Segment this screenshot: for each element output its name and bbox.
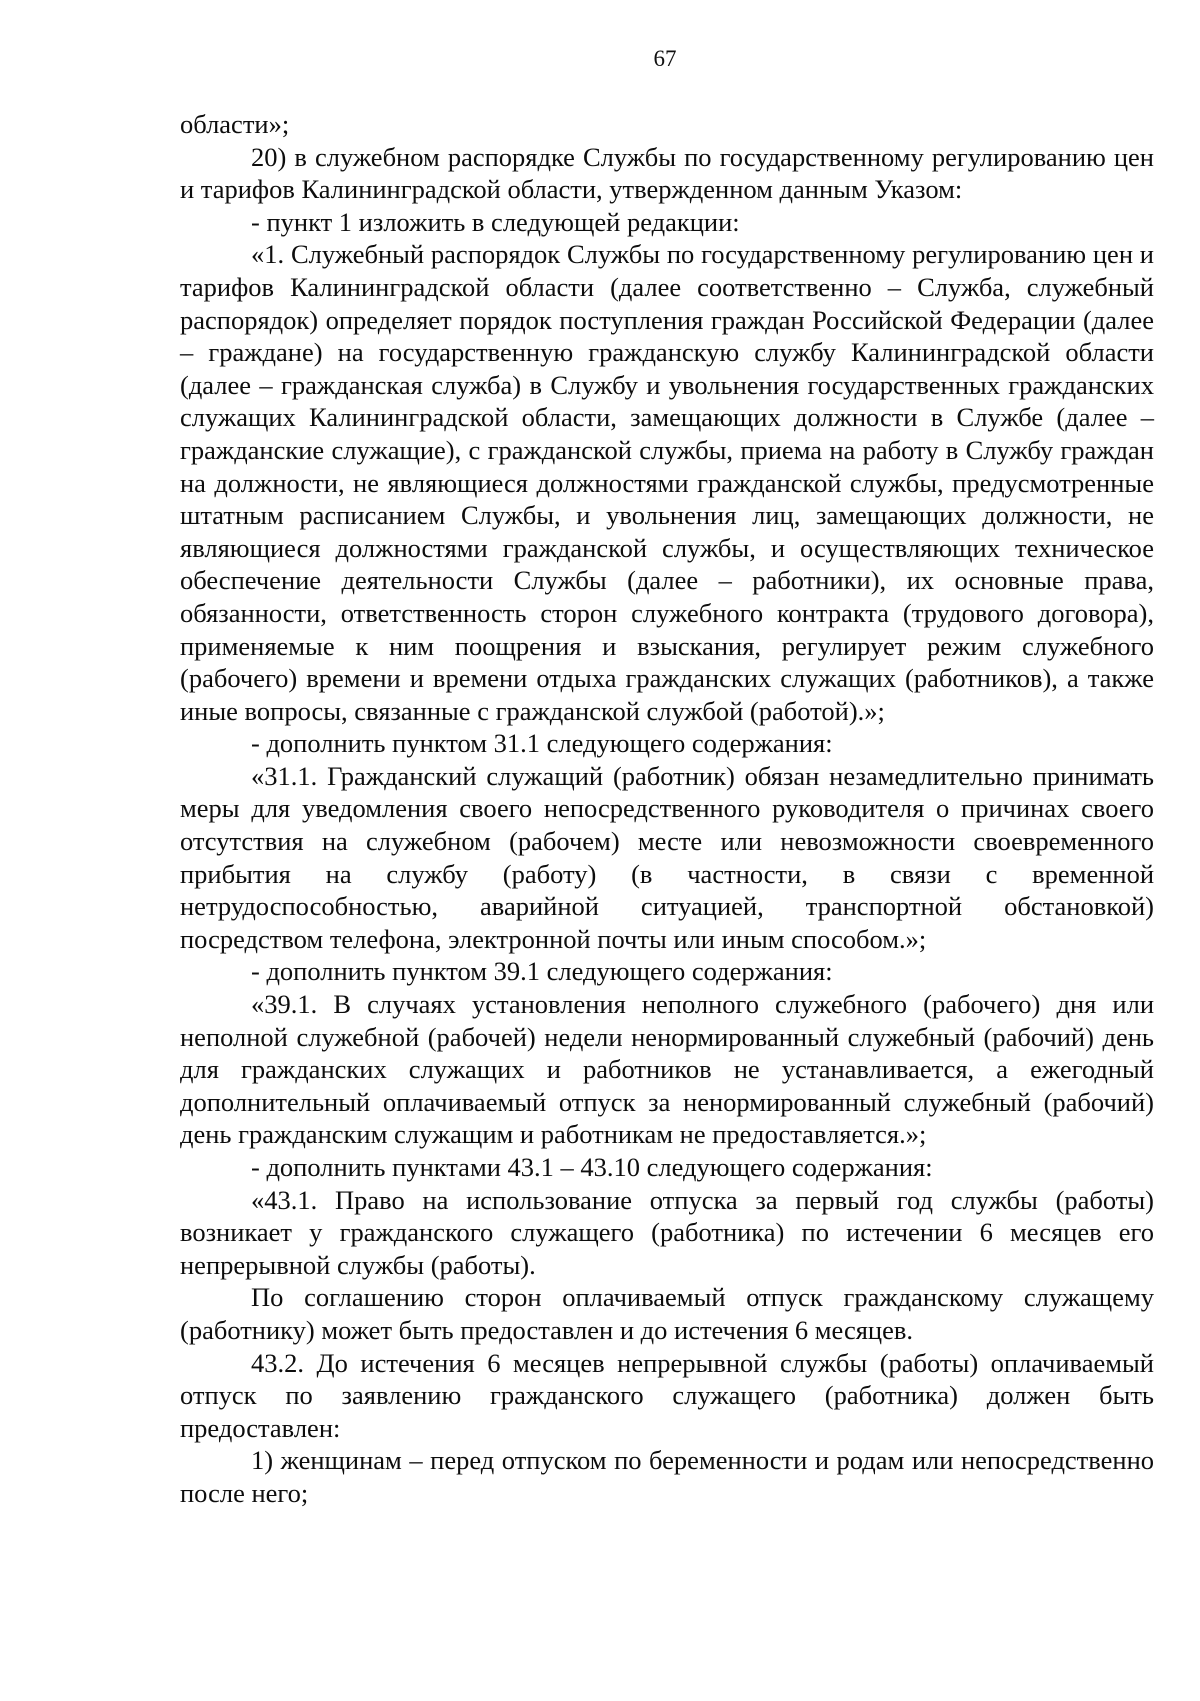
paragraph: 43.2. До истечения 6 месяцев непрерывной службы (работы) оплачиваемый отпуск по заявлению гражданского служащего (работника) должен быть предоставлен: <box>180 1347 1154 1443</box>
document-body <box>180 108 1154 1510</box>
paragraph: «1. Служебный распорядок Службы по государственному регулированию цен и тарифов Калининградской области (далее соответственно – Служба, служебный распорядок) определяет порядок поступления граждан Российской Федерации (далее – граждане) на государственную гражданскую службу Калининградской области (далее – гражданская служба) в Службу и увольнения государственных гражданских служащих Калининградской области, замещающих должности в Службе (далее – гражданские служащие), с гражданской службы, приема на работу в Службу граждан на должности, не являющиеся должностями гражданской службы, предусмотренные штатным расписанием Службы, и увольнения лиц, замещающих должности, не являющиеся должностями гражданской службы, и осуществляющих техническое обеспечение деятельности Службы (далее – работники), их основные права, обязанности, ответственность сторон служебного контракта (трудового договора), применяемые к ним поощрения и взыскания, регулирует режим служебного (рабочего) времени и времени отдыха гражданских служащих (работников), а также иные вопросы, связанные с гражданской службой (работой).»; <box>180 239 1154 726</box>
paragraph: 1) женщинам – перед отпуском по беременности и родам или непосредственно после него; <box>180 1445 1154 1508</box>
paragraph: «31.1. Гражданский служащий (работник) обязан незамедлительно принимать меры для уведомления своего непосредственного руководителя о причинах своего отсутствия на служебном (рабочем) месте или невозможности своевременного прибытия на службу (работу) (в частности, в связи с временной нетрудоспособностью, аварийной ситуацией, транспортной обстановкой) посредством телефона, электронной почты или иным способом.»; <box>180 760 1154 954</box>
paragraph: области»; <box>180 109 290 139</box>
paragraph: - дополнить пунктом 31.1 следующего содержания: <box>251 728 833 759</box>
paragraph: По соглашению сторон оплачиваемый отпуск гражданскому служащему (работнику) может быть предоставлен и до истечения 6 месяцев. <box>180 1282 1154 1345</box>
paragraph: - пункт 1 изложить в следующей редакции: <box>251 206 740 237</box>
paragraph: «43.1. Право на использование отпуска за первый год службы (работы) возникает у гражданского служащего (работника) по истечении 6 месяцев его непрерывной службы (работы). <box>180 1184 1154 1280</box>
paragraph: - дополнить пунктом 39.1 следующего содержания: <box>251 956 833 987</box>
paragraph: - дополнить пунктами 43.1 – 43.10 следующего содержания: <box>251 1152 933 1182</box>
paragraph: «39.1. В случаях установления неполного служебного (рабочего) дня или неполной служебной (рабочей) недели ненормированный служебный (рабочий) день для гражданских служащих и работников не устанавливается, а ежегодный дополнительный оплачиваемый отпуск за ненормированный служебный (рабочий) день гражданским служащим и работникам не предоставляется.»; <box>180 989 1154 1150</box>
paragraph: 20) в служебном распорядке Службы по государственному регулированию цен и тарифов Калининградской области, утвержденном данным Указом: <box>180 141 1154 205</box>
page-number: 67 <box>653 46 677 71</box>
